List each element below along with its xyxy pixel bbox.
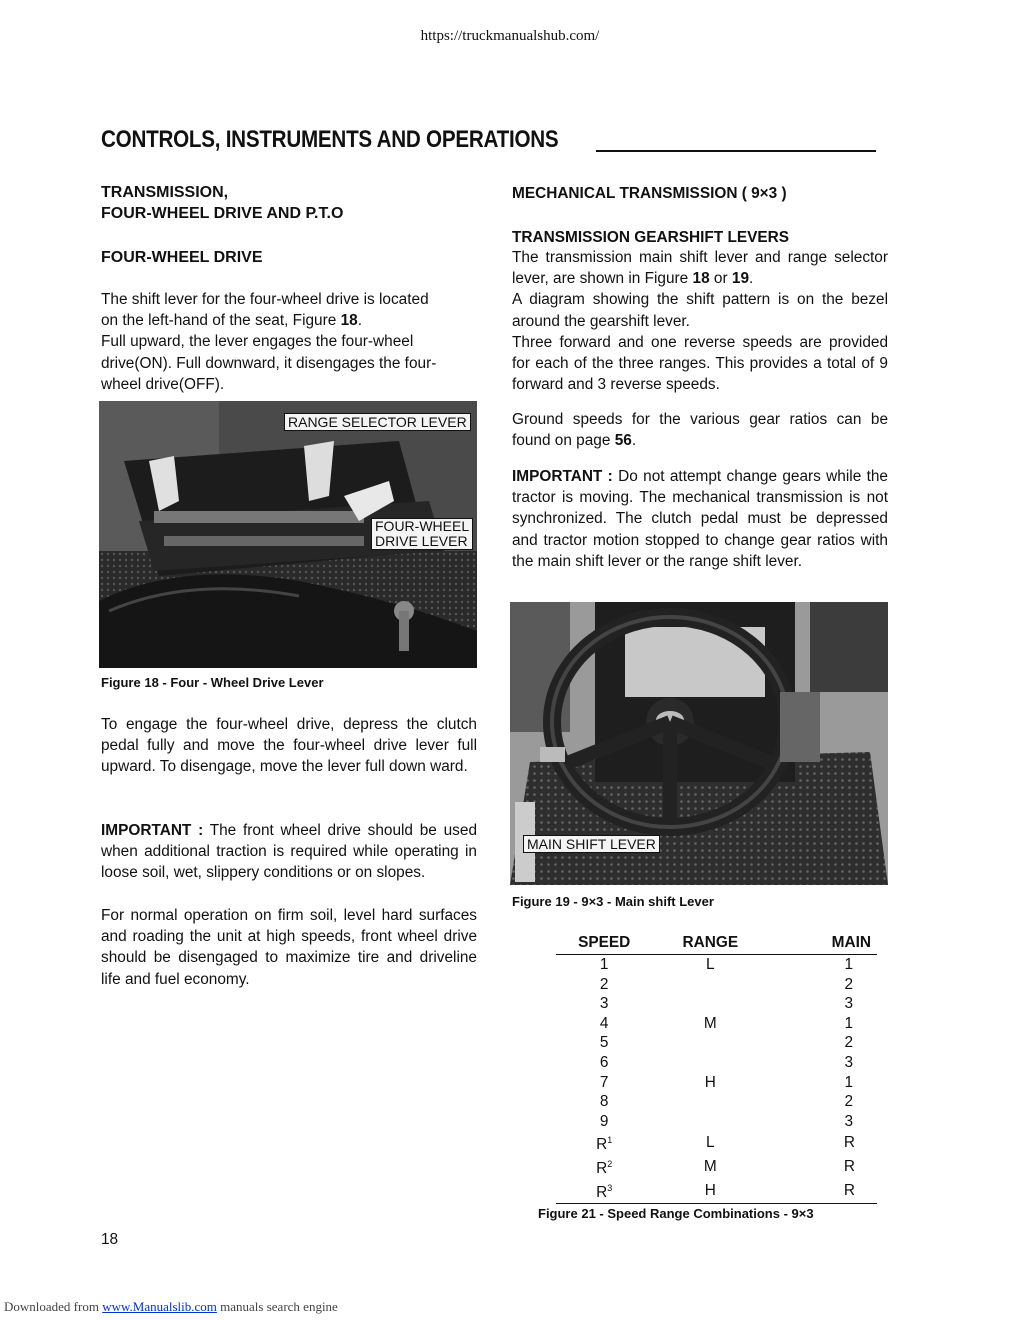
header-range: RANGE (652, 932, 768, 955)
cell-main: 2 (844, 975, 853, 993)
table-row (556, 1179, 877, 1203)
footer (4, 1299, 338, 1315)
cell-main: 2 (844, 1093, 853, 1111)
cell-speed: 5 (599, 1034, 609, 1052)
cell-speed: 1 (599, 956, 609, 973)
cell-main: R (843, 1134, 855, 1152)
cell-range: M (703, 1014, 717, 1032)
page-number: 18 (101, 1231, 119, 1248)
table-row (556, 1155, 877, 1179)
cell-range (652, 1092, 768, 1112)
table-header-row (556, 932, 877, 955)
reverse-superscript: 2 (607, 1159, 613, 1170)
table-row (556, 1112, 877, 1132)
figure-21-caption: Figure 21 - Speed Range Combinations - 9×3 (538, 1206, 814, 1221)
cell-speed: 6 (599, 1053, 609, 1071)
text-line: on the left-hand of the seat, Figure 18. (101, 312, 362, 330)
header-url: https://truckmanualshub.com/ (420, 28, 600, 44)
cell-speed: $R^3$ (556, 1179, 652, 1203)
table-row (556, 1053, 877, 1073)
cell-main: 1 (844, 1014, 853, 1032)
gearshift-paragraph (512, 247, 888, 395)
cell-speed: 4 (599, 1014, 609, 1032)
manualslib-link[interactable]: www.Manualslib.com (102, 1299, 217, 1314)
gearshift-text: The transmission main shift lever and range selector lever, are shown in Figure 18 or 19. (512, 249, 888, 288)
text-line: wheel drive(OFF). (101, 375, 225, 393)
cell-speed: 7 (599, 1073, 609, 1091)
callout-line: FOUR-WHEEL (375, 518, 470, 534)
normal-operation-paragraph: For normal operation on firm soil, level hard surfaces and roading the unit at high speeds, front wheel drive should be disengaged to maximize tire and driveline life and fuel economy. (101, 907, 477, 988)
header-main: MAIN (768, 932, 877, 955)
callout-main-shift-lever: MAIN SHIFT LEVER (523, 835, 660, 853)
figure-18-photo (99, 401, 477, 668)
table-row (556, 955, 877, 975)
cell-main: R (768, 1179, 877, 1203)
callout-four-wheel-drive-lever (371, 518, 473, 550)
cell-range (652, 1053, 768, 1073)
cell-main: 2 (844, 1034, 853, 1052)
figure-19-caption: Figure 19 - 9×3 - Main shift Lever (512, 894, 714, 909)
cell-range: M (703, 1158, 717, 1176)
text-line: drive(ON). Full downward, it disengages the four- (101, 354, 437, 372)
text-line: Full upward, the lever engages the four-wheel (101, 333, 414, 351)
cell-main: 1 (844, 1073, 853, 1091)
figure-19-photo (510, 602, 888, 885)
cell-main: 3 (844, 995, 853, 1013)
subsection-title-gearshift-levers: TRANSMISSION GEARSHIFT LEVERS (512, 229, 790, 246)
figure-ref: 18 (340, 312, 358, 330)
cell-speed: 2 (599, 975, 609, 993)
cell-range: L (706, 956, 715, 973)
cell-range (652, 1112, 768, 1132)
cell-range (652, 975, 768, 995)
subsection-title-four-wheel-drive: FOUR-WHEEL DRIVE (101, 249, 263, 266)
table-row (556, 1092, 877, 1112)
title-rule (596, 150, 876, 152)
page-title: CONTROLS, INSTRUMENTS AND OPERATIONS (101, 126, 559, 153)
figure-ref: 19 (731, 270, 750, 288)
cell-range (652, 994, 768, 1014)
ground-speeds-paragraph: Ground speeds for the various gear ratios can be found on page 56. (512, 411, 888, 450)
figure-ref: 18 (692, 270, 710, 288)
text-line: The shift lever for the four-wheel drive is located (101, 291, 429, 308)
cell-speed: 3 (599, 995, 609, 1013)
callout-range-selector-lever: RANGE SELECTOR LEVER (284, 413, 471, 431)
cell-main: R (843, 1158, 855, 1176)
section-title-line2: FOUR-WHEEL DRIVE AND P.T.O (101, 205, 344, 222)
table-row (556, 994, 877, 1014)
figure-18-caption: Figure 18 - Four - Wheel Drive Lever (101, 675, 324, 690)
important-paragraph-right: IMPORTANT : Do not attempt change gears while the tractor is moving. The mechanical transmission is not synchronized. The clutch pedal must be depressed and tractor motion stopped to change gear ratios with the main shift lever or the range shift lever. (512, 468, 888, 570)
reverse-superscript: 1 (607, 1135, 613, 1146)
table-row (556, 1131, 877, 1155)
cell-speed: $R^2$ (596, 1159, 613, 1178)
cell-range: L (706, 1134, 715, 1152)
cell-range: H (704, 1073, 716, 1091)
shift-pattern-text: A diagram showing the shift pattern is on the bezel around the gearshift lever. (512, 291, 888, 330)
engage-paragraph: To engage the four-wheel drive, depress the clutch pedal fully and move the four-wheel drive lever full upward. To disengage, move the lever full down ward. (101, 716, 477, 776)
cell-range: H (652, 1179, 768, 1203)
four-wheel-drive-paragraph (101, 289, 477, 395)
section-title-mechanical-transmission: MECHANICAL TRANSMISSION ( 9×3 ) (512, 185, 787, 202)
footer-prefix: Downloaded from (4, 1299, 103, 1314)
speeds-text: Three forward and one reverse speeds are provided for each of the three ranges. This provides a total of 9 forward and 3 reverse speeds. (512, 333, 888, 394)
table-row (556, 1014, 877, 1034)
cell-range (652, 1033, 768, 1053)
table-row (556, 1033, 877, 1053)
important-label: IMPORTANT : (101, 822, 204, 839)
footer-suffix: manuals search engine (216, 1299, 338, 1314)
section-title-line1: TRANSMISSION, (101, 184, 229, 201)
reverse-superscript: 3 (607, 1182, 613, 1193)
callout-line: DRIVE LEVER (375, 533, 468, 549)
table-row (556, 975, 877, 995)
header-speed: SPEED (556, 932, 652, 955)
important-label: IMPORTANT : (512, 468, 613, 485)
page-ref: 56 (614, 432, 632, 450)
speed-range-table (556, 932, 877, 1204)
cell-main: 3 (844, 1053, 853, 1071)
important-paragraph-left: IMPORTANT : The front wheel drive should be used when additional traction is required while operating in loose soil, wet, slippery conditions or on slopes. (101, 822, 477, 882)
cell-main: 3 (844, 1112, 853, 1130)
cell-speed: 8 (599, 1093, 609, 1111)
section-title-transmission (101, 182, 477, 224)
cell-speed: $R^1$ (596, 1135, 613, 1154)
cell-main: 1 (844, 956, 853, 973)
table-row (556, 1073, 877, 1093)
cell-speed: 9 (599, 1112, 609, 1130)
